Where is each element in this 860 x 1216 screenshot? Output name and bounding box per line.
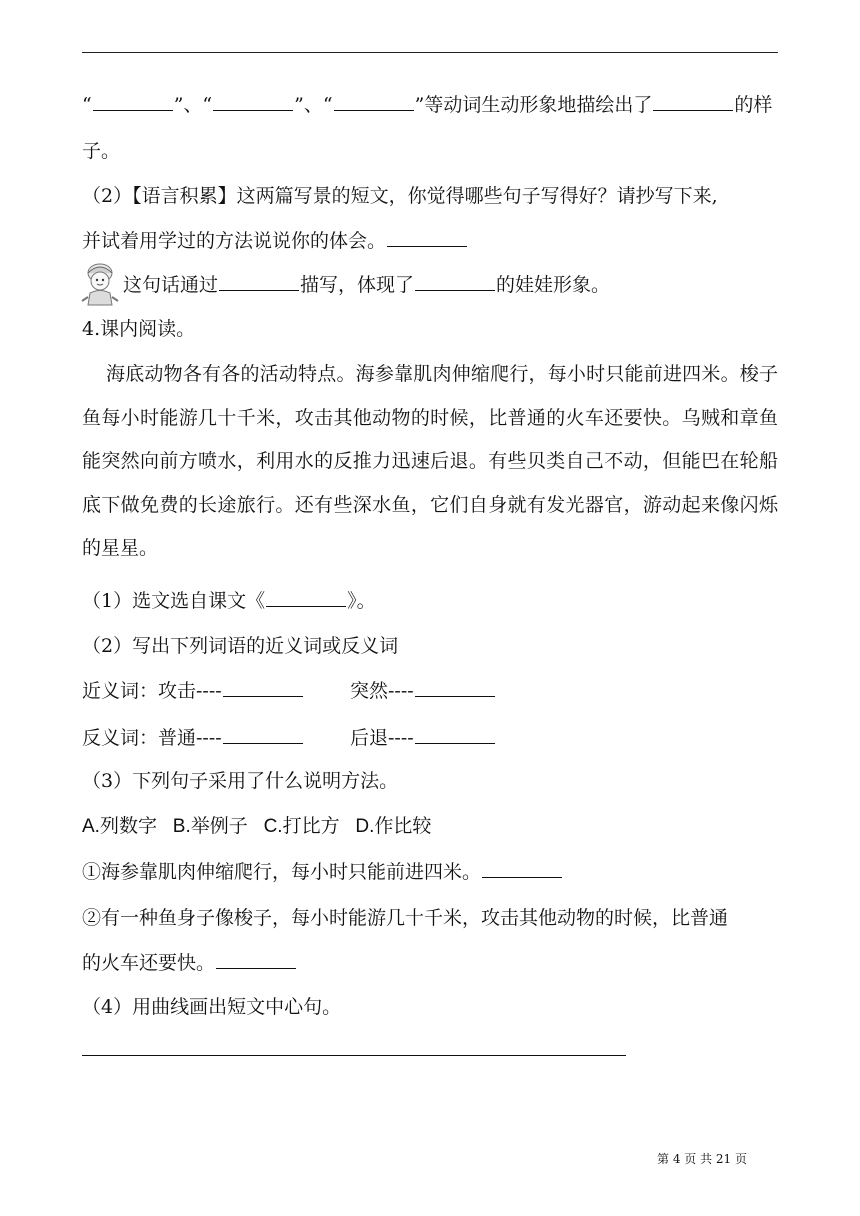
blank-character-trait[interactable] <box>415 272 495 291</box>
item-1 <box>82 859 563 885</box>
antonyms-row <box>82 725 304 751</box>
blank-verb-3[interactable] <box>334 92 414 111</box>
blank-synonym-2[interactable] <box>415 678 495 697</box>
mascot-text-a: 这句话通过 <box>123 274 219 296</box>
cartoon-kid-icon <box>80 259 120 309</box>
blank-antonym-2[interactable] <box>415 725 495 744</box>
verbs-description: 等动词生动形象地描绘出了 <box>424 94 653 116</box>
synonyms-row <box>82 678 304 704</box>
quote-close: ” <box>414 94 425 116</box>
blank-verb-1[interactable] <box>93 92 173 111</box>
blank-verb-2[interactable] <box>213 92 293 111</box>
blank-item-1[interactable] <box>482 859 562 878</box>
question-2-text-b: 并试着用学过的方法说说你的体会。 <box>82 230 387 252</box>
blank-describe-method[interactable] <box>219 272 299 291</box>
section-title: 4.课内阅读。 <box>82 318 196 340</box>
sub-question-4: （4）用曲线画出短文中心句。 <box>82 996 342 1018</box>
antonyms-row-2 <box>350 725 496 751</box>
line-continuation: 子。 <box>82 140 121 162</box>
mascot-text-c: 的娃娃形象。 <box>496 274 611 296</box>
blank-antonym-1[interactable] <box>223 725 303 744</box>
question-2-continuation <box>82 228 468 254</box>
blank-lesson-title[interactable] <box>266 588 346 607</box>
item-2-text: ②有一种鱼身子像梭子，每小时能游几十千米，攻击其他动物的时候，比普通 <box>82 907 729 929</box>
sub-question-1-suffix: 》。 <box>347 590 376 612</box>
item-1-text: ①海参靠肌肉伸缩爬行，每小时只能前进四米。 <box>82 861 482 883</box>
reading-passage: 海底动物各有各的活动特点。海参靠肌肉伸缩爬行，每小时只能前进四米。梭子鱼每小时能游几十千米，攻击其他动物的时候，比普通的火车还要快。乌贼和章鱼能突然向前方喷水，利用水的反推力迅速后退。有些贝类自己不动，但能巴在轮船底下做免费的长途旅行。还有些深水鱼，它们自身就有发光器官，游动起来像闪烁的星星。 <box>82 363 778 559</box>
item-2-continuation <box>82 950 297 976</box>
synonym-label: 近义词：攻击---- <box>82 680 222 702</box>
sub-question-1 <box>82 588 376 614</box>
mascot-line <box>123 272 610 298</box>
answer-options: A.列数字 B.举例子 C.打比方 D.作比较 <box>82 816 432 837</box>
line-tail: 的样 <box>734 94 773 116</box>
blank-answer-q2[interactable] <box>387 228 467 247</box>
blank-description[interactable] <box>653 92 733 111</box>
header-rule <box>82 52 778 53</box>
mascot-text-b: 描写，体现了 <box>300 274 415 296</box>
synonyms-row-2 <box>350 678 496 704</box>
answer-line[interactable] <box>82 1055 626 1056</box>
quote-open: “ <box>82 94 92 116</box>
sub-question-3: （3）下列句子采用了什么说明方法。 <box>82 770 399 792</box>
antonym-label: 反义词：普通---- <box>82 727 222 749</box>
item-2-text-b: 的火车还要快。 <box>82 952 216 974</box>
blank-synonym-1[interactable] <box>223 678 303 697</box>
sub-question-1-prefix: （1）选文选自课文《 <box>82 590 266 612</box>
quote-separator: ”、“ <box>173 94 213 116</box>
blank-item-2[interactable] <box>216 950 296 969</box>
synonym-word-2: 突然---- <box>350 680 414 702</box>
verbs-fill-line <box>82 92 772 118</box>
quote-separator: ”、“ <box>294 94 333 116</box>
sub-question-2: （2）写出下列词语的近义词或反义词 <box>82 635 399 657</box>
antonym-word-2: 后退---- <box>350 727 414 749</box>
question-2-text: （2）【语言积累】这两篇写景的短文，你觉得哪些句子写得好？请抄写下来, <box>82 185 718 207</box>
page-number: 第 4 页 共 21 页 <box>657 1152 747 1166</box>
